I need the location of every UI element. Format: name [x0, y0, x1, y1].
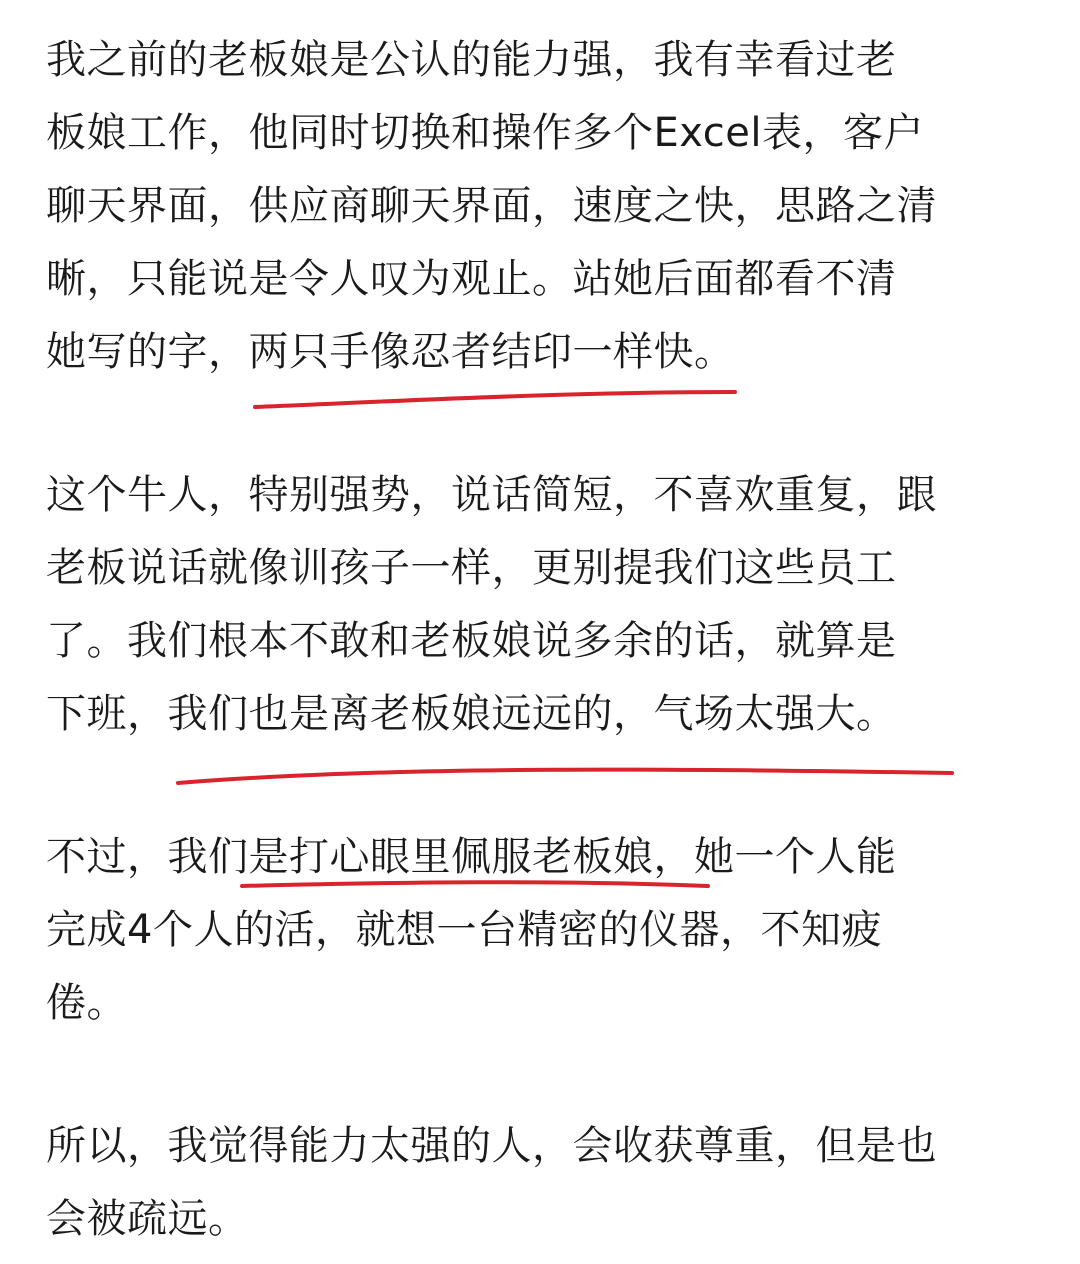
paragraph-3: [46, 821, 1046, 1040]
text-line: 她写的字，两只手像忍者结印一样快。: [46, 329, 735, 375]
paragraph-1: [46, 24, 1046, 389]
paragraph-2: [46, 459, 1046, 751]
text-line: 我之前的老板娘是公认的能力强，我有幸看过老: [46, 37, 897, 83]
paragraph-gap: [46, 1040, 1046, 1110]
article-body: [46, 24, 1046, 1256]
text-line: 这个牛人，特别强势，说话简短，不喜欢重复，跟: [46, 472, 937, 518]
paragraph-gap: [46, 751, 1046, 821]
text-line: 板娘工作，他同时切换和操作多个Excel表，客户: [46, 110, 924, 156]
text-line: 所以，我觉得能力太强的人，会收获尊重，但是也: [46, 1123, 937, 1169]
text-line: 晰，只能说是令人叹为观止。站她后面都看不清: [46, 256, 897, 302]
text-line: 会被疏远。: [46, 1196, 249, 1242]
text-line: 下班，我们也是离老板娘远远的，气场太强大。: [46, 691, 897, 737]
text-line: 倦。: [46, 980, 127, 1026]
text-line: 了。我们根本不敢和老板娘说多余的话，就算是: [46, 618, 897, 664]
text-line: 不过，我们是打心眼里佩服老板娘，她一个人能: [46, 834, 897, 880]
text-line: 聊天界面，供应商聊天界面，速度之快，思路之清: [46, 183, 937, 229]
text-line: 完成4个人的活，就想一台精密的仪器，不知疲: [46, 907, 882, 953]
text-line: 老板说话就像训孩子一样，更别提我们这些员工: [46, 545, 897, 591]
paragraph-gap: [46, 389, 1046, 459]
paragraph-4: [46, 1110, 1046, 1256]
